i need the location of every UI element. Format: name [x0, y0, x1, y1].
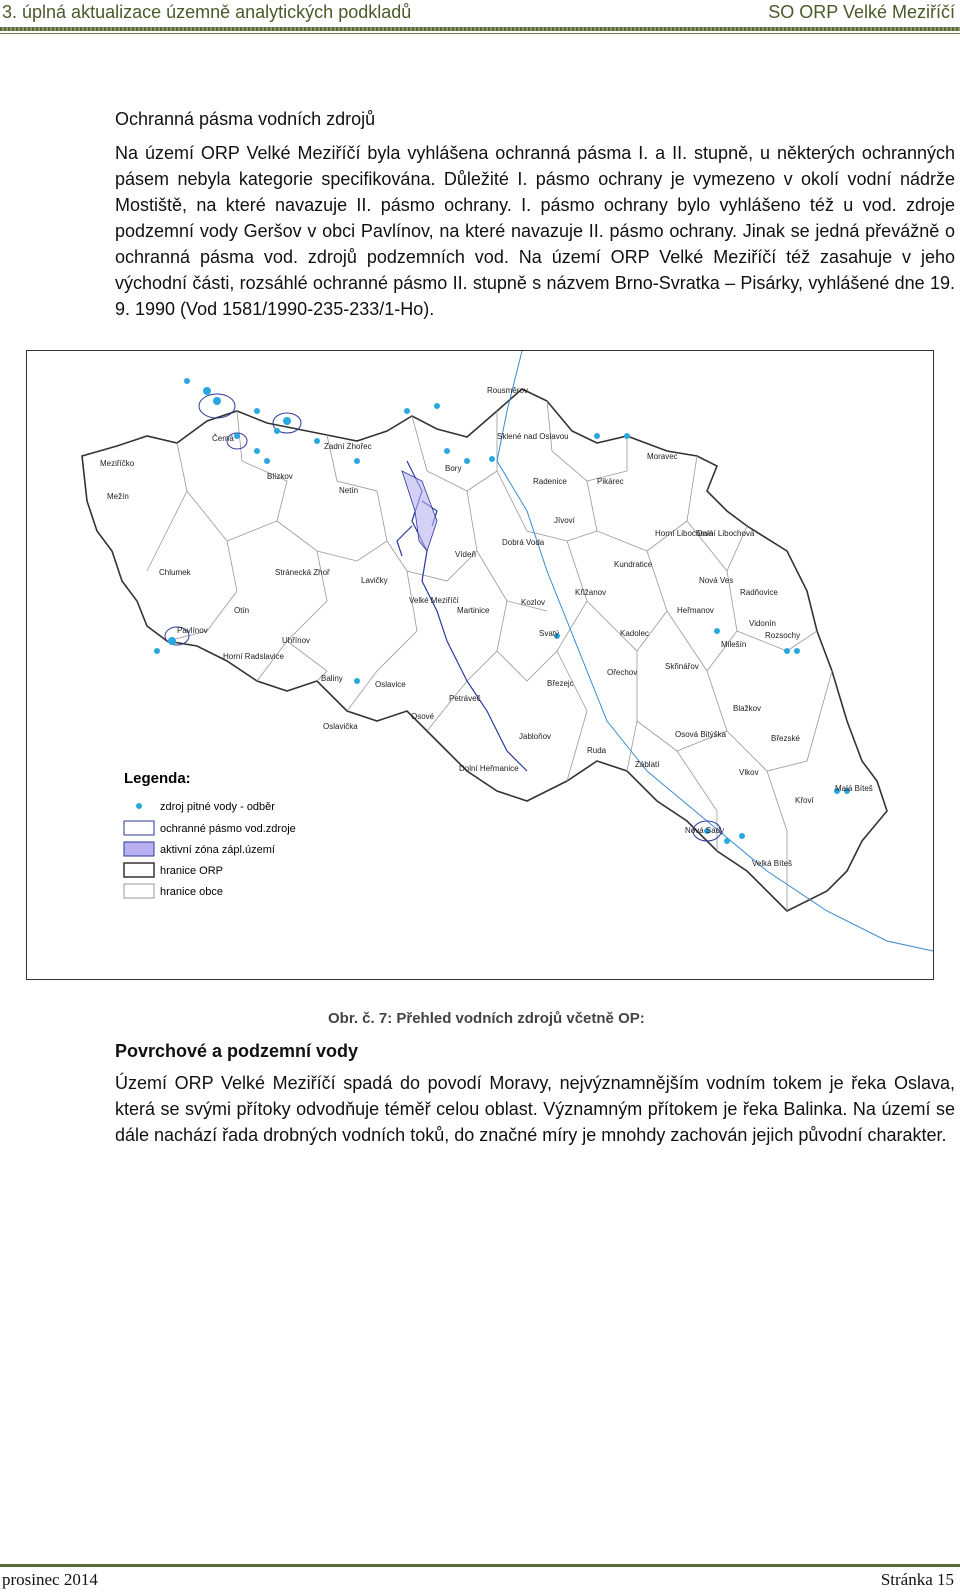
place-label: Blízkov	[267, 472, 293, 481]
legend-item-flood-zone	[124, 842, 275, 856]
place-label: Blažkov	[733, 704, 762, 713]
place-label: Nová Ves	[699, 576, 734, 585]
legend-swatch-water-source	[136, 803, 142, 809]
place-label: Jívoví	[554, 516, 575, 525]
place-label: Otín	[234, 606, 250, 615]
place-label: Lavičky	[361, 576, 388, 585]
legend-item-protection-zone	[124, 821, 296, 835]
place-label: Pavlínov	[177, 626, 208, 635]
place-label: Skřinářov	[665, 662, 699, 671]
page-header	[0, 0, 960, 26]
section-title-surface-water: Povrchové a podzemní vody	[115, 1041, 359, 1061]
place-label: Svatý	[539, 629, 560, 638]
legend-item-municipality-boundary	[124, 884, 223, 898]
place-label: Křižanov	[575, 588, 607, 597]
place-label: Velké Meziříčí	[409, 596, 459, 605]
header-rule	[0, 27, 960, 31]
place-label: Oslavice	[375, 680, 406, 689]
place-label: Milešín	[721, 640, 747, 649]
place-label: Velká Bíteš	[752, 859, 793, 868]
footer-page-number: Stránka 15	[880, 1570, 954, 1589]
water-sources-map	[26, 350, 934, 980]
figure-caption: Obr. č. 7: Přehled vodních zdrojů včetně OP:	[328, 1010, 645, 1027]
place-labels	[100, 386, 873, 868]
place-label: Osové	[411, 712, 435, 721]
place-label: Vidonín	[749, 619, 776, 628]
place-label: Oslavička	[323, 722, 358, 731]
place-label: Dolní Heřmanice	[459, 764, 519, 773]
place-label: Nová Sady	[685, 826, 725, 835]
pipeline	[497, 351, 933, 951]
legend-label: hranice obce	[160, 886, 223, 898]
place-label: Zadní Zhořec	[324, 442, 372, 451]
place-label: Horní Radslavice	[223, 652, 284, 661]
header-office: SO ORP Velké Meziříčí	[768, 2, 955, 22]
place-label: Vídeň	[455, 550, 476, 559]
footer-date: prosinec 2014	[2, 1570, 98, 1589]
place-label: Heřmanov	[677, 606, 714, 615]
map-legend	[124, 770, 296, 898]
legend-item-orp-boundary	[124, 863, 223, 877]
place-label: Ruda	[587, 746, 607, 755]
place-label: Meziříčko	[100, 459, 135, 468]
place-label: Radenice	[533, 477, 567, 486]
place-label: Březejc	[547, 679, 574, 688]
place-label: Kozlov	[521, 598, 546, 607]
place-label: Bory	[445, 464, 462, 473]
legend-label: aktivní zóna zápl.území	[160, 844, 275, 856]
paragraph-protection-zones: Na území ORP Velké Meziříčí byla vyhlášena ochranná pásma I. a II. stupně, u některých ochranných pásem nebyla kategorie specifikována. Důležité I. pásmo ochrany je vymezeno v okolí vodní nádrže Mostiště, na které navazuje II. pásmo ochrany. I. pásmo ochrany bylo vyhlášeno též u vod. zdroje podzemní vody Geršov v obci Pavlínov, na které navazuje II. pásmo ochrany. Jinak se jedná převážně o ochranná pásma vod. zdrojů podzemních vod. Na území ORP Velké Meziříčí též zasahuje v jeho východní části, rozsáhlé ochranné pásmo II. stupně s názvem Brno-Svratka – Pisárky, vyhlášené dne 19. 9. 1990 (Vod 1581/1990-235-233/1-Ho).	[115, 143, 955, 319]
place-label: Baliny	[321, 674, 343, 683]
place-label: Březské	[771, 734, 800, 743]
place-label: Rozsochy	[765, 631, 801, 640]
place-label: Radňovice	[740, 588, 778, 597]
place-label: Vlkov	[739, 768, 759, 777]
place-label: Horní Libochová	[655, 529, 714, 538]
legend-label: hranice ORP	[160, 865, 223, 877]
place-label: Netín	[339, 486, 359, 495]
flood-zone	[402, 471, 437, 551]
place-label: Stránecká Zhoř	[275, 568, 330, 577]
legend-swatch-flood-zone	[124, 842, 154, 856]
section-title-water-protection: Ochranná pásma vodních zdrojů	[115, 109, 376, 129]
protection-zones	[165, 394, 721, 841]
place-label: Malá Bíteš	[835, 784, 873, 793]
place-label: Rousměrov	[487, 386, 528, 395]
place-label: Černá	[212, 434, 234, 443]
legend-label: ochranné pásmo vod.zdroje	[160, 823, 296, 835]
place-label: Kundratice	[614, 560, 653, 569]
header-rule-thin	[0, 33, 960, 34]
place-label: Dolní Libochová	[697, 529, 755, 538]
place-label: Martinice	[457, 606, 490, 615]
legend-title: Legenda:	[124, 770, 191, 787]
legend-swatch-protection-zone	[124, 821, 154, 835]
place-label: Uhřínov	[282, 636, 311, 645]
legend-swatch-municipality-boundary	[124, 884, 154, 898]
header-title: 3. úplná aktualizace územně analytických podkladů	[2, 2, 412, 22]
place-label: Petráveč	[449, 694, 481, 703]
place-label: Sklené nad Oslavou	[497, 432, 569, 441]
place-label: Dobrá Voda	[502, 538, 545, 547]
place-label: Osová Bitýška	[675, 730, 727, 739]
legend-item-water-source	[136, 801, 275, 813]
place-label: Ořechov	[607, 668, 638, 677]
place-label: Moravec	[647, 452, 678, 461]
footer-rule	[0, 1564, 960, 1567]
legend-label: zdroj pitné vody - odběr	[160, 801, 275, 813]
place-label: Mežín	[107, 492, 129, 501]
place-label: Záblatí	[635, 760, 660, 769]
legend-swatch-orp-boundary	[124, 863, 154, 877]
place-label: Křoví	[795, 796, 814, 805]
place-label: Chlumek	[159, 568, 191, 577]
place-label: Pikárec	[597, 477, 624, 486]
map-svg	[27, 351, 933, 979]
place-label: Jabloňov	[519, 732, 552, 741]
paragraph-surface-water: Území ORP Velké Meziříčí spadá do povodí Moravy, nejvýznamnějším vodním tokem je řeka Oslava, která se svými přítoky odvodňuje téměř celou oblast. Významným přítokem je řeka Balinka. Na území se dále nachází řada drobných vodních toků, do značné míry je mnohdy zachován jejich původní charakter.	[115, 1073, 955, 1145]
place-label: Kadolec	[620, 629, 649, 638]
